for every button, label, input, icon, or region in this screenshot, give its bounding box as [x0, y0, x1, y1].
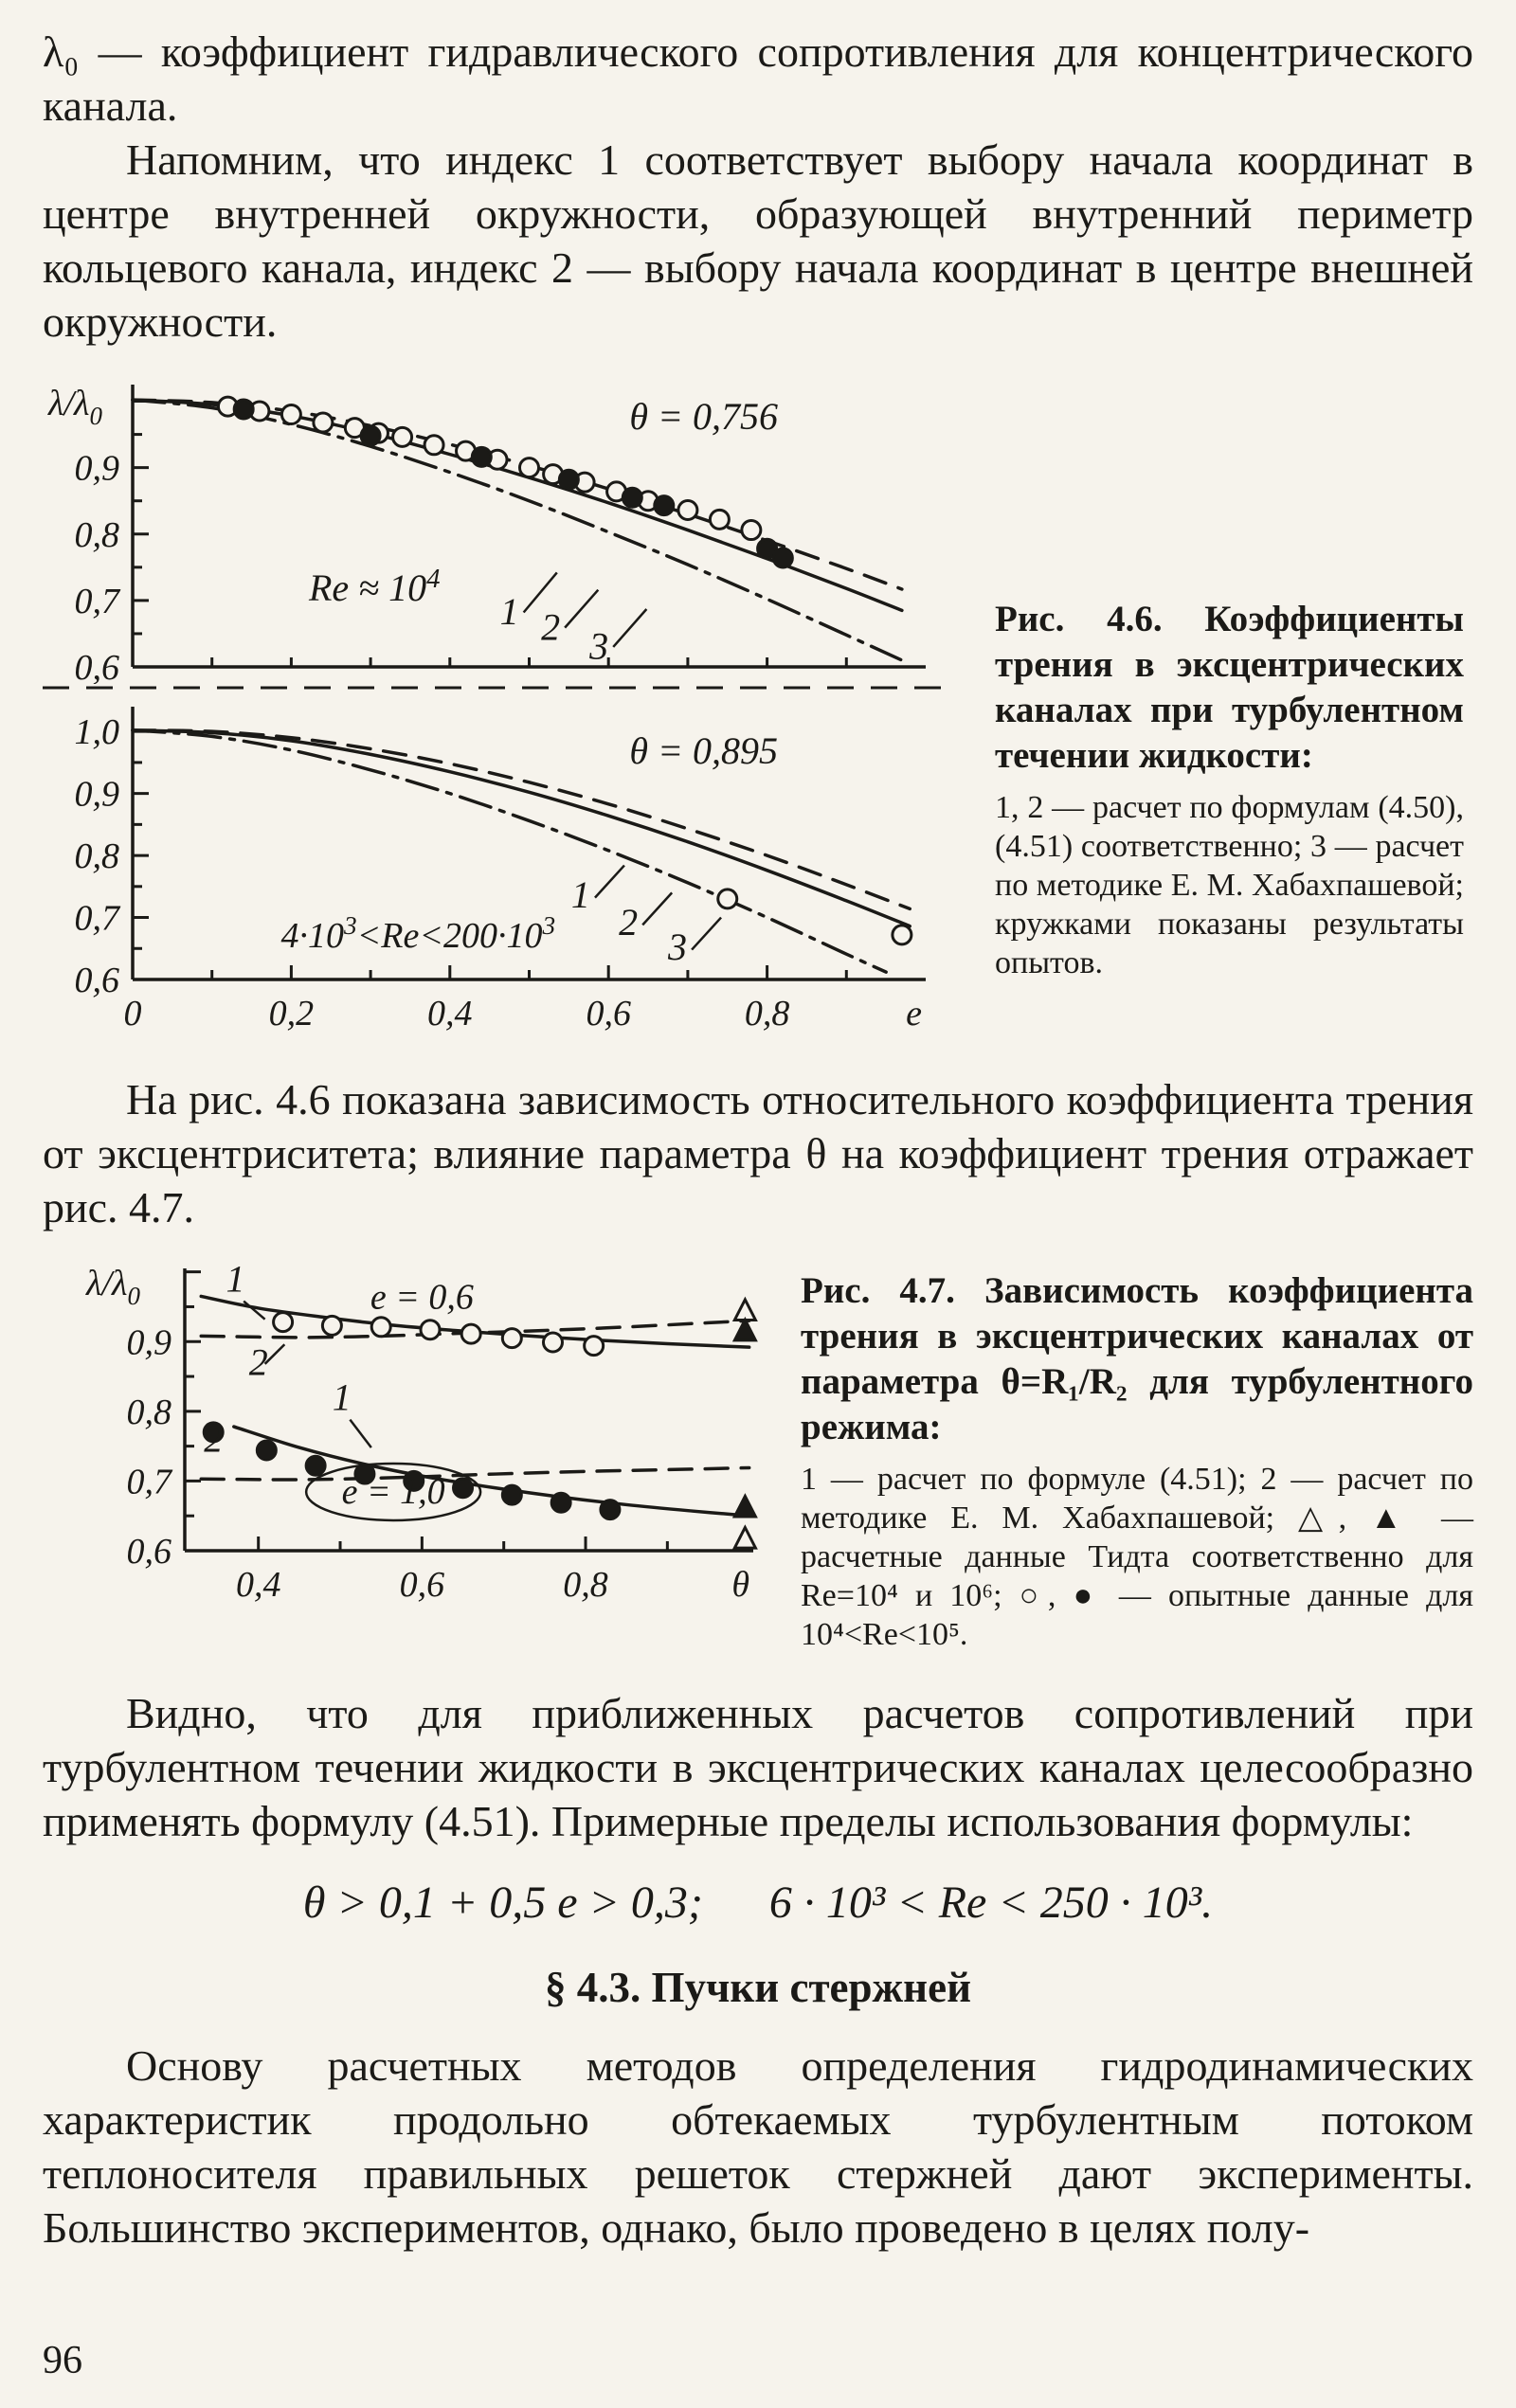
svg-text:0,8: 0,8: [74, 514, 119, 555]
paragraph-section-body: Основу расчетных методов определения гидродинамических характеристик продольно обтекаемых турбулентным потоком теплоносителя правильных решеток стержней дают эксперименты. Большинство экспериментов, однако, было проведено в целях полу-: [43, 2041, 1473, 2252]
svg-text:2: 2: [619, 900, 639, 943]
page-number: 96: [43, 2339, 82, 2382]
svg-text:0,7: 0,7: [74, 581, 119, 621]
svg-text:0,7: 0,7: [126, 1462, 171, 1502]
svg-text:e: e: [906, 994, 922, 1033]
paragraph-intro: Напомним, что индекс 1 соответствует выбору начала координат в центре внутренней окружности, образующей внутренний периметр кольцевого канала, индекс 2 — выбору начала координат в центре внешней окружности.: [43, 135, 1473, 346]
formula-applicability-limits: [43, 1877, 1473, 1929]
svg-text:4·103<Re<200·103: $4\cdot 10^3<Re<200\cdot 10^3$: [280, 910, 556, 956]
svg-text:Re ≈ 104: $Re \approx 10^4$: [309, 563, 441, 609]
figure-4-7-caption-title: Рис. 4.7. Зависимость коэффициента трения в эксцентрических каналах от параметра θ=R₁/R₂ для турбулентного режима:: [801, 1270, 1473, 1447]
svg-text:0,6: 0,6: [74, 961, 119, 1000]
svg-text:0,2: 0,2: [268, 994, 315, 1033]
svg-text:0,8: 0,8: [744, 994, 790, 1033]
svg-text:3: 3: [668, 925, 688, 969]
paragraph-figure-reference: На рис. 4.6 показана зависимость относительного коэффициента трения от эксцентриситета; влияние параметра θ на коэффициент трения отражает рис. 4.7.: [43, 1075, 1473, 1231]
svg-text:0,6: 0,6: [126, 1532, 171, 1572]
chart-friction-vs-theta: [43, 1253, 772, 1613]
figure-4-6: [43, 371, 1473, 1044]
svg-text:0,9: 0,9: [126, 1322, 171, 1363]
chart-friction-theta-0756: [43, 371, 943, 684]
svg-text:0,4: 0,4: [235, 1565, 281, 1605]
svg-text:2: 2: [248, 1340, 268, 1384]
svg-text:0,8: 0,8: [74, 836, 119, 877]
svg-text:1: 1: [332, 1375, 352, 1419]
svg-text:2: 2: [541, 605, 561, 649]
figure-4-6-caption-title: Рис. 4.6. Коэффициенты трения в эксцентрических каналах при турбулентном течении жидкости:: [995, 599, 1464, 776]
paragraph-lambda-definition: λ₀ — коэффициент гидравлического сопротивления для концентрического канала.: [43, 27, 1473, 130]
figure-4-7: [43, 1253, 1473, 1654]
section-heading-4-3: § 4.3. Пучки стержней: [544, 1964, 972, 2011]
svg-text:0,9: 0,9: [74, 448, 119, 489]
svg-text:0,6: 0,6: [586, 994, 631, 1033]
figure-4-7-caption-detail: 1 — расчет по формуле (4.51); 2 — расчет по методике Е. М. Хабахпашевой; △, ▲ — расчетные данные Тидта соответственно для Re=10⁴ и 10⁶; ○, ● — опытные данные для 10⁴<Re<10⁵.: [801, 1462, 1473, 1652]
svg-text:λ/λ0: $\lambda/\lambda_0$: [48, 384, 102, 430]
svg-text:e = 0,6: e = 0,6: [370, 1277, 474, 1318]
svg-text:0,6: 0,6: [399, 1565, 445, 1605]
svg-text:0,6: 0,6: [74, 648, 119, 684]
svg-text:0,8: 0,8: [563, 1565, 608, 1605]
paragraph-conclusion: Видно, что для приближенных расчетов сопротивлений при турбулентном течении жидкости в эксцентрических каналах целесообразно применять формулу (4.51). Примерные пределы использования формулы:: [43, 1689, 1473, 1845]
svg-text:λ/λ0: $\lambda/\lambda_0$: [86, 1264, 140, 1310]
svg-text:e = 1,0: e = 1,0: [341, 1471, 445, 1512]
svg-text:1: 1: [226, 1257, 245, 1301]
svg-text:0,7: 0,7: [74, 898, 119, 939]
svg-text:0: 0: [123, 994, 142, 1033]
chart-friction-theta-0895: [43, 684, 943, 1044]
formula-lhs: θ > 0,1 + 0,5 e > 0,3;: [302, 1878, 703, 1928]
svg-text:3: 3: [589, 624, 609, 668]
svg-text:θ = 0,895: θ = 0,895: [629, 729, 778, 773]
svg-text:θ = 0,756: θ = 0,756: [629, 394, 778, 438]
figure-4-6-caption: [995, 597, 1464, 1044]
svg-text:0,9: 0,9: [74, 774, 119, 815]
svg-text:1: 1: [499, 590, 519, 634]
figure-4-7-caption: [801, 1268, 1473, 1654]
svg-text:0,8: 0,8: [126, 1392, 171, 1432]
svg-text:1: 1: [570, 873, 590, 917]
svg-text:0,4: 0,4: [427, 994, 473, 1033]
figure-4-6-caption-detail: 1, 2 — расчет по формулам (4.50), (4.51) соответственно; 3 — расчет по методике Е. М. Хабахпашевой; кружками показаны результаты опытов.: [995, 790, 1464, 980]
svg-text:1,0: 1,0: [74, 712, 119, 753]
figure-4-6-charts: [43, 371, 943, 1044]
formula-rhs: 6 · 10³ < Re < 250 · 10³.: [768, 1878, 1214, 1928]
svg-text:2: 2: [204, 1417, 224, 1461]
svg-text:θ: θ: [731, 1565, 749, 1605]
